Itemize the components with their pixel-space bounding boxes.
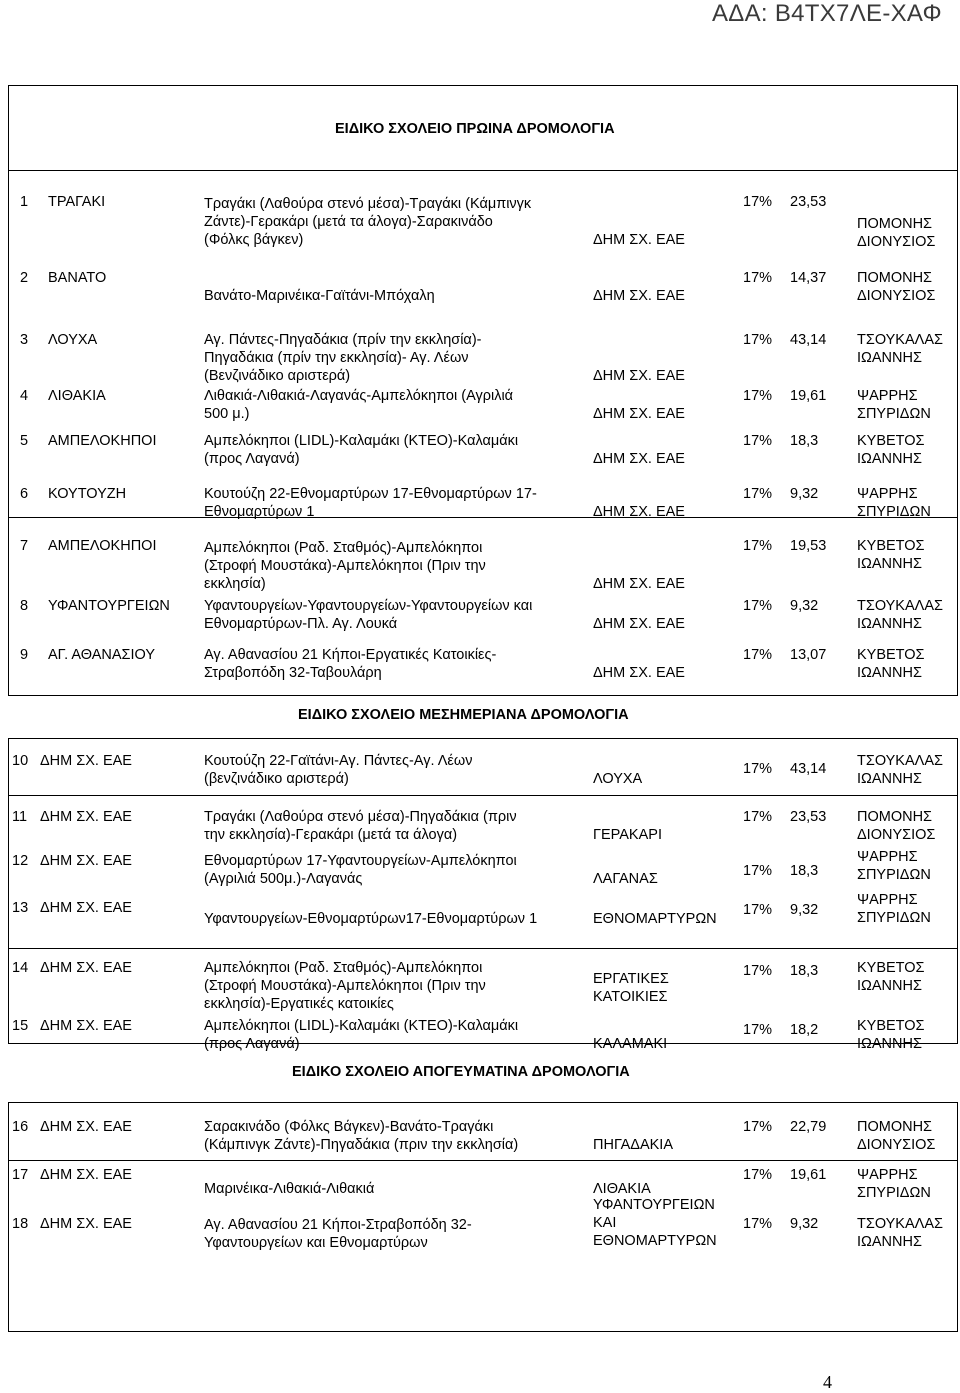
- route-percentage: 17%: [743, 194, 773, 210]
- section-title: ΕΙΔΙΚΟ ΣΧΟΛΕΙΟ ΠΡΩΙΝΑ ΔΡΟΜΟΛΟΓΙΑ: [335, 121, 615, 137]
- route-path-line: (Αγριλιά 500μ.)-Λαγανάς: [204, 871, 363, 887]
- route-number: 3: [20, 332, 29, 348]
- route-driver-line: ΨΑΡΡΗΣ: [857, 849, 918, 865]
- route-origin: ΔΗΜ ΣΧ. ΕΑΕ: [40, 809, 132, 825]
- route-destination-line: ΕΘΝΟΜΑΡΤΥΡΩΝ: [593, 1233, 717, 1249]
- route-destination-line: ΕΘΝΟΜΑΡΤΥΡΩΝ: [593, 911, 717, 927]
- document-code: ΑΔΑ: Β4ΤΧ7ΛΕ-ΧΑΦ: [711, 0, 942, 27]
- route-number: 12: [12, 853, 29, 869]
- route-destination: ΔΗΜ ΣΧ. ΕΑΕ: [593, 665, 685, 681]
- route-distance: 18,3: [790, 963, 819, 979]
- route-percentage: 17%: [743, 598, 773, 614]
- route-driver-line: ΚΥΒΕΤΟΣ: [857, 538, 925, 554]
- route-origin: ΔΗΜ ΣΧ. ΕΑΕ: [40, 960, 132, 976]
- route-origin: ΑΓ. ΑΘΑΝΑΣΙΟΥ: [48, 647, 155, 663]
- route-destination: ΔΗΜ ΣΧ. ΕΑΕ: [593, 576, 685, 592]
- route-driver-line: ΙΩΑΝΝΗΣ: [857, 1036, 922, 1052]
- route-number: 18: [12, 1216, 29, 1232]
- route-driver-line: ΚΥΒΕΤΟΣ: [857, 647, 925, 663]
- route-path-line: Αγ. Αθανασίου 21 Κήποι-Στραβοπόδη 32-: [204, 1217, 472, 1233]
- route-path-line: Κουτούζη 22-Εθνομαρτύρων 17-Εθνομαρτύρων 17-: [204, 486, 537, 502]
- route-destination-line: ΛΙΘΑΚΙΑ: [593, 1181, 651, 1197]
- route-distance: 9,32: [790, 902, 819, 918]
- route-path-line: Αμπελόκηποι (LIDL)-Καλαμάκι (ΚΤΕΟ)-Καλαμάκι: [204, 433, 519, 449]
- route-origin: ΤΡΑΓΑΚΙ: [48, 194, 106, 210]
- route-driver-line: ΤΣΟΥΚΑΛΑΣ: [857, 598, 943, 614]
- route-percentage: 17%: [743, 809, 773, 825]
- route-number: 2: [20, 270, 29, 286]
- route-path-line: Εθνομαρτύρων 17-Υφαντουργείων-Αμπελόκηποι: [204, 853, 517, 869]
- route-number: 11: [12, 809, 28, 825]
- section-divider: [8, 1160, 958, 1161]
- route-path-line: Τραγάκι (Λαθούρα στενό μέσα)-Πηγαδάκια (πριν: [204, 809, 517, 825]
- route-distance: 19,53: [790, 538, 827, 554]
- route-origin: ΔΗΜ ΣΧ. ΕΑΕ: [40, 1119, 132, 1135]
- section-divider: [8, 948, 958, 949]
- route-percentage: 17%: [743, 270, 773, 286]
- route-path-line: Λιθακιά-Λιθακιά-Λαγανάς-Αμπελόκηποι (Αγριλιά: [204, 388, 514, 404]
- route-destination: ΔΗΜ ΣΧ. ΕΑΕ: [593, 288, 685, 304]
- route-path-line: την εκκλησία)-Γερακάρι (μετά τα άλογα): [204, 827, 458, 843]
- route-driver-line: ΨΑΡΡΗΣ: [857, 1167, 918, 1183]
- route-destination-line: ΚΑΤΟΙΚΙΕΣ: [593, 989, 668, 1005]
- route-percentage: 17%: [743, 1022, 773, 1038]
- page-number: 4: [823, 1372, 832, 1392]
- route-number: 14: [12, 960, 29, 976]
- route-path-line: Ζάντε)-Γερακάρι (μετά τα άλογα)-Σαρακινάδο: [204, 214, 493, 230]
- route-destination: ΔΗΜ ΣΧ. ΕΑΕ: [593, 232, 685, 248]
- route-path-line: 500 μ.): [204, 406, 250, 422]
- route-driver-line: ΤΣΟΥΚΑΛΑΣ: [857, 753, 943, 769]
- route-driver-line: ΙΩΑΝΝΗΣ: [857, 1234, 922, 1250]
- route-path-line: Αγ. Αθανασίου 21 Κήποι-Εργατικές Κατοικίες-: [204, 647, 497, 663]
- route-number: 4: [20, 388, 29, 404]
- route-distance: 23,53: [790, 809, 827, 825]
- section-divider: [8, 795, 958, 796]
- route-number: 8: [20, 598, 29, 614]
- route-driver-line: ΨΑΡΡΗΣ: [857, 892, 918, 908]
- route-number: 1: [20, 194, 29, 210]
- route-number: 6: [20, 486, 29, 502]
- route-path-line: Πηγαδάκια (πρίν την εκκλησία)- Αγ. Λέων: [204, 350, 469, 366]
- route-driver-line: ΣΠΥΡΙΔΩΝ: [857, 910, 931, 926]
- route-distance: 22,79: [790, 1119, 827, 1135]
- section-title: ΕΙΔΙΚΟ ΣΧΟΛΕΙΟ ΑΠΟΓΕΥΜΑΤΙΝΑ ΔΡΟΜΟΛΟΓΙΑ: [292, 1064, 630, 1080]
- route-driver-line: ΚΥΒΕΤΟΣ: [857, 1018, 925, 1034]
- route-path-line: (προς Λαγανά): [204, 451, 300, 467]
- route-distance: 9,32: [790, 1216, 819, 1232]
- route-destination: ΔΗΜ ΣΧ. ΕΑΕ: [593, 504, 685, 520]
- route-number: 15: [12, 1018, 29, 1034]
- route-path-line: Στραβοπόδη 32-Ταβουλάρη: [204, 665, 382, 681]
- route-driver-line: ΙΩΑΝΝΗΣ: [857, 451, 922, 467]
- route-driver-line: ΙΩΑΝΝΗΣ: [857, 978, 922, 994]
- route-number: 16: [12, 1119, 29, 1135]
- route-origin: ΥΦΑΝΤΟΥΡΓΕΙΩΝ: [48, 598, 170, 614]
- route-destination: ΔΗΜ ΣΧ. ΕΑΕ: [593, 616, 685, 632]
- route-origin: ΑΜΠΕΛΟΚΗΠΟΙ: [48, 538, 157, 554]
- route-path-line: Υφαντουργείων-Υφαντουργείων-Υφαντουργείων και: [204, 598, 533, 614]
- route-destination-line: ΠΗΓΑΔΑΚΙΑ: [593, 1137, 673, 1153]
- route-percentage: 17%: [743, 902, 773, 918]
- route-driver-line: ΙΩΑΝΝΗΣ: [857, 350, 922, 366]
- route-percentage: 17%: [743, 486, 773, 502]
- route-destination-line: ΛΟΥΧΑ: [593, 771, 643, 787]
- route-percentage: 17%: [743, 761, 773, 777]
- route-origin: ΔΗΜ ΣΧ. ΕΑΕ: [40, 1216, 132, 1232]
- route-percentage: 17%: [743, 433, 773, 449]
- route-destination-line: ΓΕΡΑΚΑΡΙ: [593, 827, 662, 843]
- route-driver-line: ΚΥΒΕΤΟΣ: [857, 433, 925, 449]
- route-percentage: 17%: [743, 863, 773, 879]
- route-origin: ΔΗΜ ΣΧ. ΕΑΕ: [40, 1167, 132, 1183]
- route-driver-line: ΚΥΒΕΤΟΣ: [857, 960, 925, 976]
- route-driver-line: ΤΣΟΥΚΑΛΑΣ: [857, 1216, 943, 1232]
- route-percentage: 17%: [743, 538, 773, 554]
- route-path-line: (Στροφή Μουστάκα)-Αμπελόκηποι (Πριν την: [204, 558, 486, 574]
- route-distance: 18,2: [790, 1022, 819, 1038]
- route-origin: ΛΟΥΧΑ: [48, 332, 98, 348]
- route-distance: 14,37: [790, 270, 827, 286]
- route-destination-line: ΛΑΓΑΝΑΣ: [593, 871, 658, 887]
- route-driver-line: ΙΩΑΝΝΗΣ: [857, 616, 922, 632]
- route-number: 5: [20, 433, 29, 449]
- route-number: 17: [12, 1167, 29, 1183]
- route-origin: ΔΗΜ ΣΧ. ΕΑΕ: [40, 1018, 132, 1034]
- route-path-line: Μαρινέικα-Λιθακιά-Λιθακιά: [204, 1181, 375, 1197]
- route-distance: 19,61: [790, 1167, 827, 1183]
- route-driver-line: ΣΠΥΡΙΔΩΝ: [857, 1185, 931, 1201]
- route-driver-line: ΤΣΟΥΚΑΛΑΣ: [857, 332, 943, 348]
- route-destination: ΔΗΜ ΣΧ. ΕΑΕ: [593, 451, 685, 467]
- route-driver-line: ΠΟΜΟΝΗΣ: [857, 270, 933, 286]
- route-path-line: Κουτούζη 22-Γαϊτάνι-Αγ. Πάντες-Αγ. Λέων: [204, 753, 473, 769]
- route-origin: ΛΙΘΑΚΙΑ: [48, 388, 106, 404]
- route-destination: ΔΗΜ ΣΧ. ΕΑΕ: [593, 368, 685, 384]
- route-driver-line: ΠΟΜΟΝΗΣ: [857, 809, 933, 825]
- route-number: 9: [20, 647, 29, 663]
- route-number: 7: [20, 538, 29, 554]
- section-divider: [8, 170, 958, 171]
- route-driver-line: ΙΩΑΝΝΗΣ: [857, 665, 922, 681]
- route-distance: 13,07: [790, 647, 827, 663]
- section-divider: [8, 517, 958, 518]
- route-driver-line: ΙΩΑΝΝΗΣ: [857, 556, 922, 572]
- route-distance: 18,3: [790, 863, 819, 879]
- route-distance: 9,32: [790, 486, 819, 502]
- route-driver-line: ΣΠΥΡΙΔΩΝ: [857, 504, 931, 520]
- route-percentage: 17%: [743, 647, 773, 663]
- route-path-line: Σαρακινάδο (Φόλκς Βάγκεν)-Βανάτο-Τραγάκι: [204, 1119, 494, 1135]
- route-driver-line: ΠΟΜΟΝΗΣ: [857, 1119, 933, 1135]
- route-percentage: 17%: [743, 1167, 773, 1183]
- route-percentage: 17%: [743, 388, 773, 404]
- section-box: [8, 738, 958, 1044]
- route-path-line: (Κάμπινγκ Ζάντε)-Πηγαδάκια (πριν την εκκλησία): [204, 1137, 519, 1153]
- route-origin: ΑΜΠΕΛΟΚΗΠΟΙ: [48, 433, 157, 449]
- route-driver-line: ΔΙΟΝΥΣΙΟΣ: [857, 234, 936, 250]
- route-path-line: (Βενζινάδικο αριστερά): [204, 368, 351, 384]
- route-destination-line: ΕΡΓΑΤΙΚΕΣ: [593, 971, 669, 987]
- section-title: ΕΙΔΙΚΟ ΣΧΟΛΕΙΟ ΜΕΣΗΜΕΡΙΑΝΑ ΔΡΟΜΟΛΟΓΙΑ: [298, 707, 629, 723]
- route-path-line: Εθνομαρτύρων-Πλ. Αγ. Λουκά: [204, 616, 398, 632]
- route-percentage: 17%: [743, 963, 773, 979]
- route-path-line: εκκλησία): [204, 576, 266, 592]
- route-percentage: 17%: [743, 332, 773, 348]
- route-path-line: Αμπελόκηποι (Ραδ. Σταθμός)-Αμπελόκηποι: [204, 540, 483, 556]
- route-driver-line: ΠΟΜΟΝΗΣ: [857, 216, 933, 232]
- route-path-line: (βενζινάδικο αριστερά): [204, 771, 349, 787]
- route-origin: ΔΗΜ ΣΧ. ΕΑΕ: [40, 853, 132, 869]
- route-distance: 43,14: [790, 761, 827, 777]
- route-driver-line: ΨΑΡΡΗΣ: [857, 486, 918, 502]
- route-path-line: Αμπελόκηποι (LIDL)-Καλαμάκι (ΚΤΕΟ)-Καλαμάκι: [204, 1018, 519, 1034]
- route-destination: ΔΗΜ ΣΧ. ΕΑΕ: [593, 406, 685, 422]
- route-path-line: Τραγάκι (Λαθούρα στενό μέσα)-Τραγάκι (Κάμπινγκ: [204, 196, 532, 212]
- route-driver-line: ΨΑΡΡΗΣ: [857, 388, 918, 404]
- route-path-line: Αγ. Πάντες-Πηγαδάκια (πρίν την εκκλησία)-: [204, 332, 482, 348]
- route-distance: 9,32: [790, 598, 819, 614]
- route-path-line: Αμπελόκηποι (Ραδ. Σταθμός)-Αμπελόκηποι: [204, 960, 483, 976]
- route-path-line: εκκλησία)-Εργατικές κατοικίες: [204, 996, 394, 1012]
- route-destination-line: ΚΑΙ: [593, 1215, 617, 1231]
- route-driver-line: ΣΠΥΡΙΔΩΝ: [857, 867, 931, 883]
- route-percentage: 17%: [743, 1216, 773, 1232]
- route-origin: ΚΟΥΤΟΥΖΗ: [48, 486, 127, 502]
- route-driver-line: ΣΠΥΡΙΔΩΝ: [857, 406, 931, 422]
- route-number: 13: [12, 900, 29, 916]
- route-origin: ΔΗΜ ΣΧ. ΕΑΕ: [40, 900, 132, 916]
- route-path-line: Υφαντουργείων-Εθνομαρτύρων17-Εθνομαρτύρων 1: [204, 911, 538, 927]
- route-driver-line: ΙΩΑΝΝΗΣ: [857, 771, 922, 787]
- route-path-line: Βανάτο-Μαρινέικα-Γαϊτάνι-Μπόχαλη: [204, 288, 435, 304]
- route-percentage: 17%: [743, 1119, 773, 1135]
- route-number: 10: [12, 753, 29, 769]
- route-path-line: (προς Λαγανά): [204, 1036, 300, 1052]
- route-destination-line: ΚΑΛΑΜΑΚΙ: [593, 1036, 668, 1052]
- route-distance: 18,3: [790, 433, 819, 449]
- route-distance: 19,61: [790, 388, 827, 404]
- route-path-line: Εθνομαρτύρων 1: [204, 504, 315, 520]
- route-origin: ΒΑΝΑΤΟ: [48, 270, 107, 286]
- route-driver-line: ΔΙΟΝΥΣΙΟΣ: [857, 1137, 936, 1153]
- route-driver-line: ΔΙΟΝΥΣΙΟΣ: [857, 827, 936, 843]
- route-distance: 23,53: [790, 194, 827, 210]
- route-origin: ΔΗΜ ΣΧ. ΕΑΕ: [40, 753, 132, 769]
- route-path-line: (Φόλκς βάγκεν): [204, 232, 304, 248]
- route-driver-line: ΔΙΟΝΥΣΙΟΣ: [857, 288, 936, 304]
- route-path-line: (Στροφή Μουστάκα)-Αμπελόκηποι (Πριν την: [204, 978, 486, 994]
- route-distance: 43,14: [790, 332, 827, 348]
- route-destination-line: ΥΦΑΝΤΟΥΡΓΕΙΩΝ: [593, 1197, 715, 1213]
- route-path-line: Υφαντουργείων και Εθνομαρτύρων: [204, 1235, 428, 1251]
